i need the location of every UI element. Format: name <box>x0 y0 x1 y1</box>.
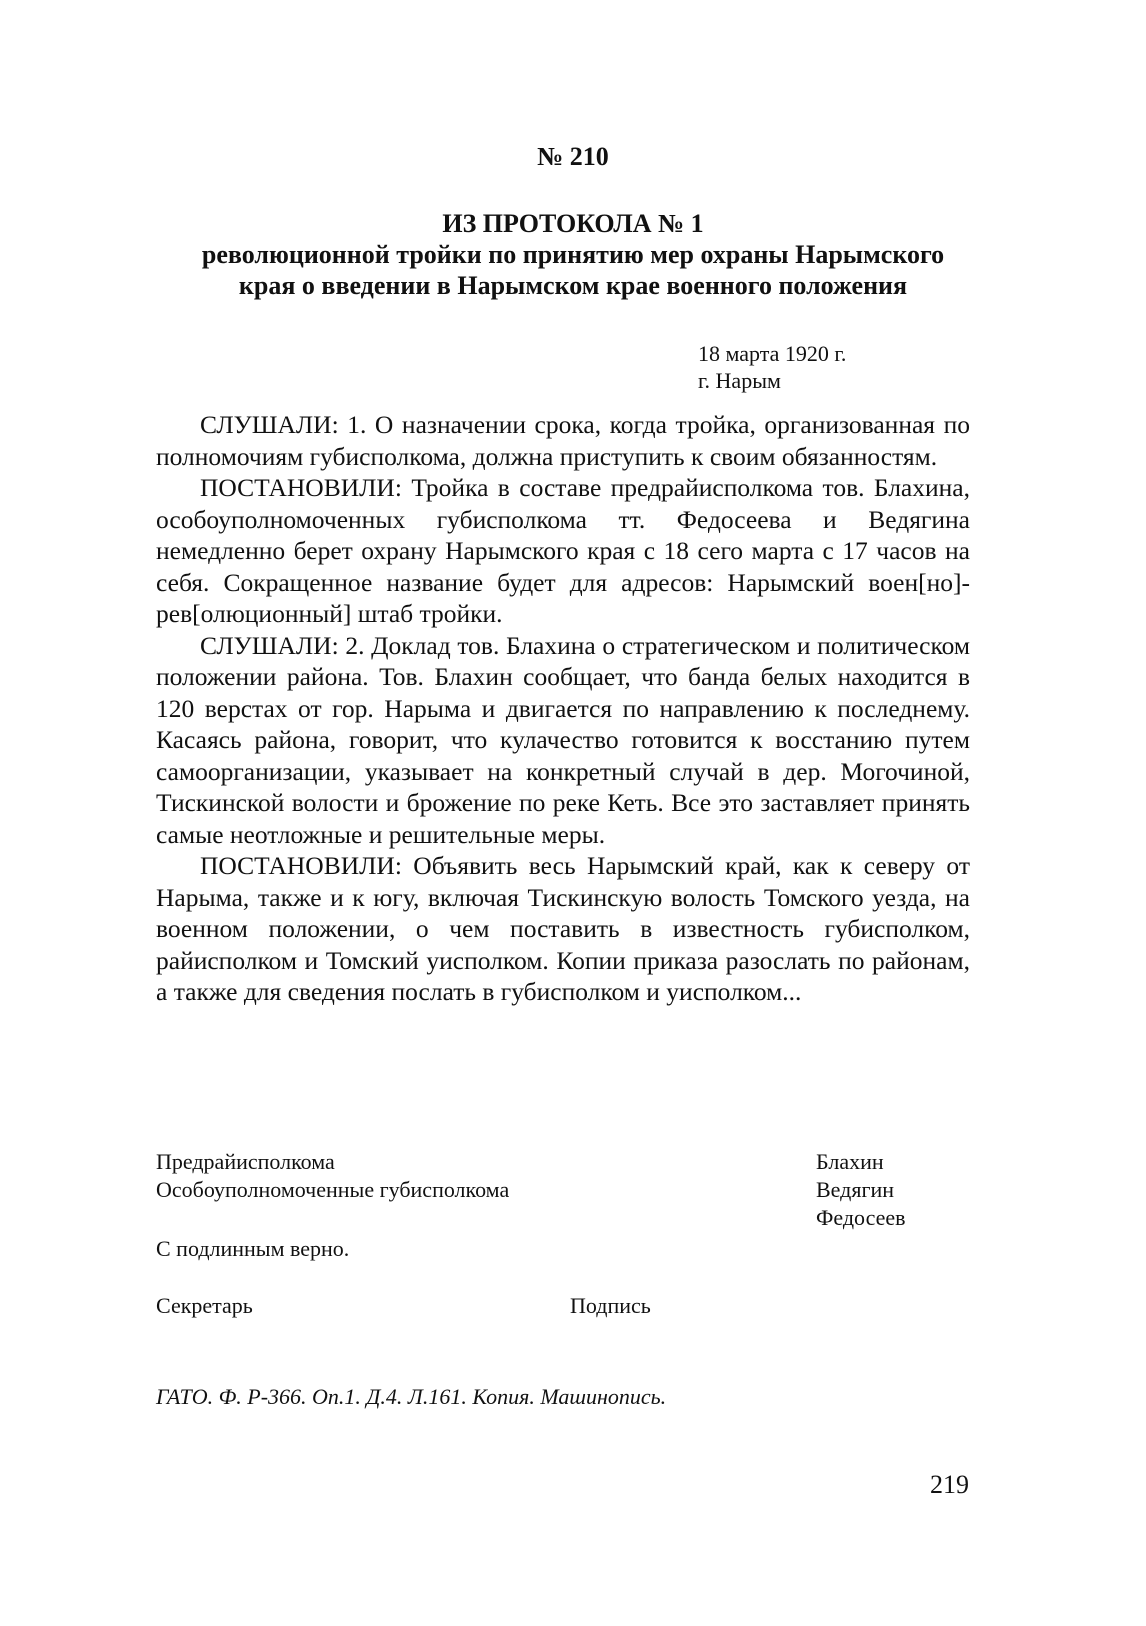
signature-name: Ведягин <box>816 1177 895 1202</box>
signature-name: Федосеев <box>816 1205 906 1230</box>
signature-row <box>156 1148 970 1176</box>
heading-line-2: революционной тройки по принятию мер охраны Нарымского <box>201 240 945 269</box>
paragraph-heard-1: СЛУШАЛИ: 1. О назначении срока, когда тройка, организованная по полномочиям губисполкома, должна приступить к своим обязанностям. <box>156 410 970 471</box>
document-number: № 210 <box>537 142 609 171</box>
certified-copy-note: С подлинным верно. <box>156 1236 350 1261</box>
paragraph-heard-2: СЛУШАЛИ: 2. Доклад тов. Блахина о стратегическом и политическом положении района. Тов. Блахин сообщает, что банда белых находится в 120 верстах от гор. Нарыма и двигается по направлению к последнему. Касаясь района, говорит, что кулачество готовится к восстанию путем самоорганизации, указывает на конкретный случай в дер. Могочиной, Тискинской волости и брожение по реке Кеть. Все это заставляет принять самые неотложные и решительные меры. <box>156 630 970 849</box>
heading-line-1: ИЗ ПРОТОКОЛА № 1 <box>442 209 704 238</box>
page-number: 219 <box>930 1470 969 1499</box>
date-place-block <box>698 340 846 394</box>
signature-row <box>156 1176 970 1204</box>
signature-title: Особоуполномоченные губисполкома <box>156 1177 510 1202</box>
document-place: г. Нарым <box>698 368 781 393</box>
secretary-label: Секретарь <box>156 1293 253 1318</box>
signature-row <box>156 1204 970 1232</box>
signatures-block <box>156 1148 970 1232</box>
document-heading <box>0 208 1146 301</box>
archive-source: ГАТО. Ф. Р-366. Оп.1. Д.4. Л.161. Копия. Машинопись. <box>156 1384 667 1409</box>
paragraph-resolved-2: ПОСТАНОВИЛИ: Объявить весь Нарымский край, как к северу от Нарыма, также и к югу, включая Тискинскую волость Томского уезда, на военном положении, о чем поставить в известность губисполком, райисполком и Томский уисполком. Копии приказа разослать по районам, а также для сведения послать в губисполком и уисполком... <box>156 851 970 1006</box>
signature-label: Подпись <box>570 1293 651 1318</box>
heading-line-3: края о введении в Нарымском крае военного положения <box>238 271 908 300</box>
signature-name: Блахин <box>816 1149 884 1174</box>
protocol-body <box>156 409 970 1008</box>
signature-title: Предрайисполкома <box>156 1149 335 1174</box>
paragraph-resolved-1: ПОСТАНОВИЛИ: Тройка в составе предрайисполкома тов. Блахина, особоуполномоченных губисполкома тт. Федосеева и Ведягина немедленно берет охрану Нарымского края с 18 сего марта с 17 часов на себя. Сокращенное название будет для адресов: Нарымский воен[но]-рев[олюционный] штаб тройки. <box>156 473 970 628</box>
document-date: 18 марта 1920 г. <box>698 341 847 366</box>
